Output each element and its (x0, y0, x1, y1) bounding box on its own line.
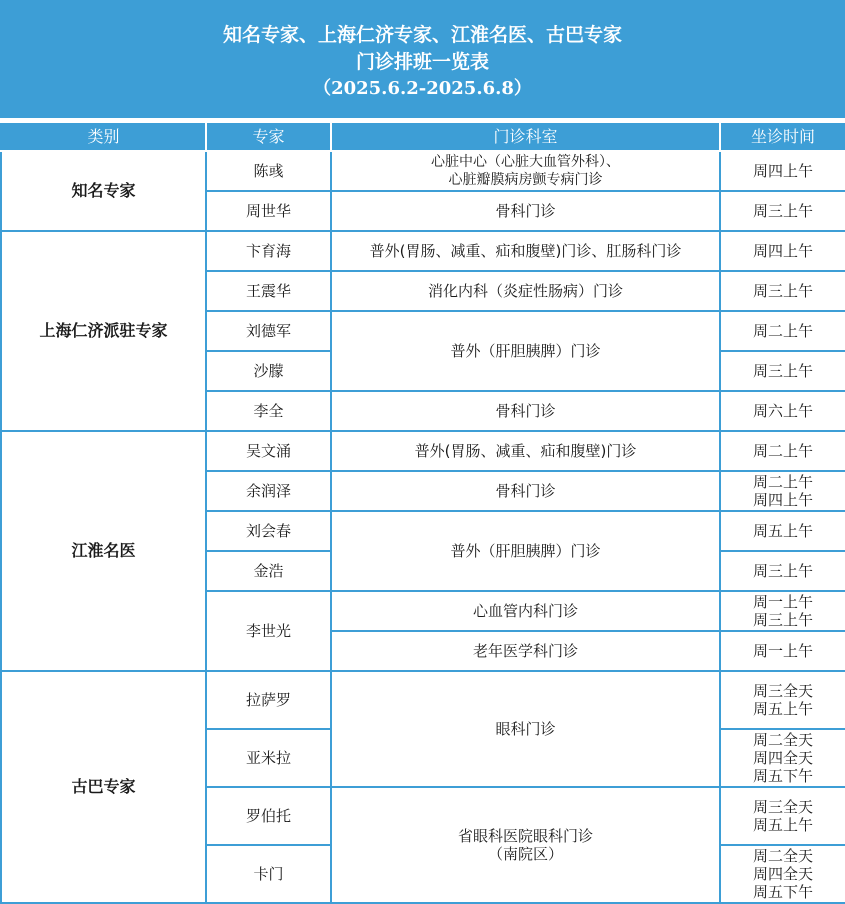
table-row (1, 151, 845, 191)
time-cell: 周三上午 (720, 271, 845, 311)
title-banner (0, 0, 845, 118)
expert-name: 王震华 (206, 271, 331, 311)
category-cell: 古巴专家 (1, 671, 206, 903)
department-cell: 骨科门诊 (331, 191, 720, 231)
time-line: 周二全天 (752, 847, 813, 865)
expert-name: 李全 (206, 391, 331, 431)
expert-name: 刘德军 (206, 311, 331, 351)
time-cell (720, 471, 845, 511)
time-cell (720, 671, 845, 729)
header-time: 坐诊时间 (720, 122, 845, 151)
expert-name: 亚米拉 (206, 729, 331, 787)
department-cell (331, 151, 720, 191)
department-line: 心脏瓣膜病房颤专病门诊 (448, 172, 603, 188)
table-row (1, 231, 845, 271)
time-line: 周三全天 (752, 798, 813, 816)
schedule-table (0, 121, 845, 904)
category-cell: 知名专家 (1, 151, 206, 231)
expert-name: 刘会春 (206, 511, 331, 551)
department-cell: 普外(胃肠、减重、疝和腹壁)门诊 (331, 431, 720, 471)
time-cell (720, 845, 845, 903)
category-cell: 江淮名医 (1, 431, 206, 671)
time-cell: 周三上午 (720, 551, 845, 591)
department-cell: 老年医学科门诊 (331, 631, 720, 671)
expert-name: 余润泽 (206, 471, 331, 511)
department-cell: 普外(胃肠、减重、疝和腹壁)门诊、肛肠科门诊 (331, 231, 720, 271)
expert-name: 周世华 (206, 191, 331, 231)
time-line: 周二上午 (752, 473, 813, 491)
time-cell: 周五上午 (720, 511, 845, 551)
title-line-3: （2025.6.2-2025.6.8） (313, 78, 532, 99)
header-expert: 专家 (206, 122, 331, 151)
table-row (1, 431, 845, 471)
title-line-2: 门诊排班一览表 (355, 51, 489, 73)
time-cell (720, 591, 845, 631)
time-cell: 周二上午 (720, 431, 845, 471)
department-line: 省眼科医院眼科门诊 (457, 827, 593, 845)
time-line: 周三上午 (752, 611, 813, 629)
time-cell: 周六上午 (720, 391, 845, 431)
time-cell: 周四上午 (720, 231, 845, 271)
expert-name: 李世光 (206, 591, 331, 671)
expert-name: 卡门 (206, 845, 331, 903)
department-line: （南院区） (487, 845, 563, 863)
time-line: 周三全天 (752, 682, 813, 700)
table-header-row (1, 122, 845, 151)
department-line: 心脏中心（心脏大血管外科）、 (431, 154, 620, 170)
time-cell: 周四上午 (720, 151, 845, 191)
expert-name: 卞育海 (206, 231, 331, 271)
department-cell: 消化内科（炎症性肠病）门诊 (331, 271, 720, 311)
time-cell (720, 787, 845, 845)
department-cell: 骨科门诊 (331, 391, 720, 431)
category-cell: 上海仁济派驻专家 (1, 231, 206, 431)
time-line: 周五下午 (752, 883, 813, 901)
time-cell: 周二上午 (720, 311, 845, 351)
expert-name: 陈彧 (206, 151, 331, 191)
time-line: 周二全天 (752, 731, 813, 749)
time-line: 周四全天 (752, 749, 813, 767)
department-cell: 骨科门诊 (331, 471, 720, 511)
department-cell: 普外（肝胆胰脾）门诊 (331, 311, 720, 391)
expert-name: 金浩 (206, 551, 331, 591)
time-cell: 周一上午 (720, 631, 845, 671)
time-line: 周五上午 (752, 700, 813, 718)
time-line: 周四上午 (752, 491, 813, 509)
expert-name: 吴文涌 (206, 431, 331, 471)
title-line-1: 知名专家、上海仁济专家、江淮名医、古巴专家 (222, 24, 622, 46)
department-cell: 普外（肝胆胰脾）门诊 (331, 511, 720, 591)
time-line: 周四全天 (752, 865, 813, 883)
expert-name: 罗伯托 (206, 787, 331, 845)
time-line: 周一上午 (752, 593, 813, 611)
time-line: 周五下午 (752, 767, 813, 785)
time-cell: 周三上午 (720, 351, 845, 391)
expert-name: 拉萨罗 (206, 671, 331, 729)
header-category: 类别 (1, 122, 206, 151)
expert-name: 沙朦 (206, 351, 331, 391)
time-cell (720, 729, 845, 787)
header-department: 门诊科室 (331, 122, 720, 151)
department-cell: 心血管内科门诊 (331, 591, 720, 631)
department-cell: 眼科门诊 (331, 671, 720, 787)
department-cell (331, 787, 720, 903)
table-row (1, 671, 845, 729)
time-line: 周五上午 (752, 816, 813, 834)
time-cell: 周三上午 (720, 191, 845, 231)
